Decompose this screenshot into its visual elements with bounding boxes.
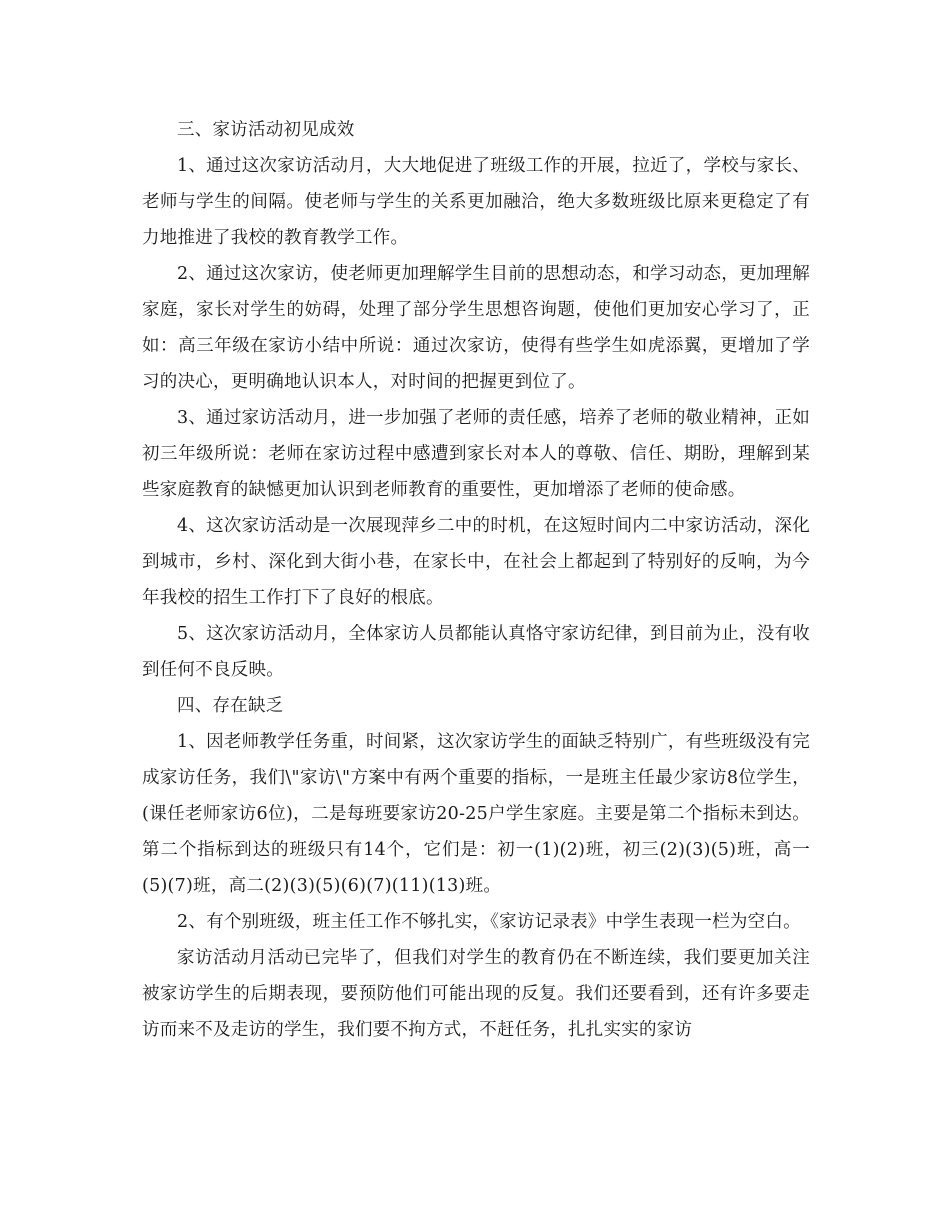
paragraph-4-1: 1、因老师教学任务重，时间紧，这次家访学生的面缺乏特别广，有些班级没有完成家访任务，我们\"家访\"方案中有两个重要的指标，一是班主任最少家访8位学生，(课任老师家访6位)，二是每班要家访20-25户学生家庭。主要是第二个指标未到达。第二个指标到达的班级只有14个，它们是：初一(1)(2)班，初三(2)(3)(5)班，高一(5)(7)班，高二(2)(3)(5)(6)(7)(11)(13)班。 xyxy=(142,732,810,896)
paragraph-3-2: 2、通过这次家访，使老师更加理解学生目前的思想动态，和学习动态，更加理解家庭，家长对学生的妨碍，处理了部分学生思想咨询题，使他们更加安心学习了，正如：高三年级在家访小结中所说：通过次家访，使得有些学生如虎添翼，更增加了学习的决心，更明确地认识本人，对时间的把握更到位了。 xyxy=(142,264,810,392)
paragraph-3-4: 4、这次家访活动是一次展现萍乡二中的时机，在这短时间内二中家访活动，深化到城市，乡村、深化到大街小巷，在家长中，在社会上都起到了特别好的反响，为今年我校的招生工作打下了良好的根底。 xyxy=(142,516,810,608)
paragraph-3-1: 1、通过这次家访活动月，大大地促进了班级工作的开展，拉近了，学校与家长、老师与学生的间隔。使老师与学生的关系更加融洽，绝大多数班级比原来更稳定了有力地推进了我校的教育教学工作。 xyxy=(142,156,810,248)
section-heading-3: 三、家访活动初见成效 xyxy=(177,120,355,140)
document-body xyxy=(142,112,810,1048)
section-heading-4: 四、存在缺乏 xyxy=(177,696,284,716)
paragraph-closing: 家访活动月活动已完毕了，但我们对学生的教育仍在不断连续，我们要更加关注被家访学生的后期表现，要预防他们可能出现的反复。我们还要看到，还有许多要走访而来不及走访的学生，我们要不拘方式，不赶任务，扎扎实实的家访 xyxy=(142,948,810,1040)
paragraph-3-3: 3、通过家访活动月，进一步加强了老师的责任感，培养了老师的敬业精神，正如初三年级所说：老师在家访过程中感遭到家长对本人的尊敬、信任、期盼，理解到某些家庭教育的缺憾更加认识到老师教育的重要性，更加增添了老师的使命感。 xyxy=(142,408,810,500)
paragraph-3-5: 5、这次家访活动月，全体家访人员都能认真恪守家访纪律，到目前为止，没有收到任何不良反映。 xyxy=(142,624,810,680)
paragraph-4-2: 2、有个别班级，班主任工作不够扎实，《家访记录表》中学生表现一栏为空白。 xyxy=(177,912,801,932)
